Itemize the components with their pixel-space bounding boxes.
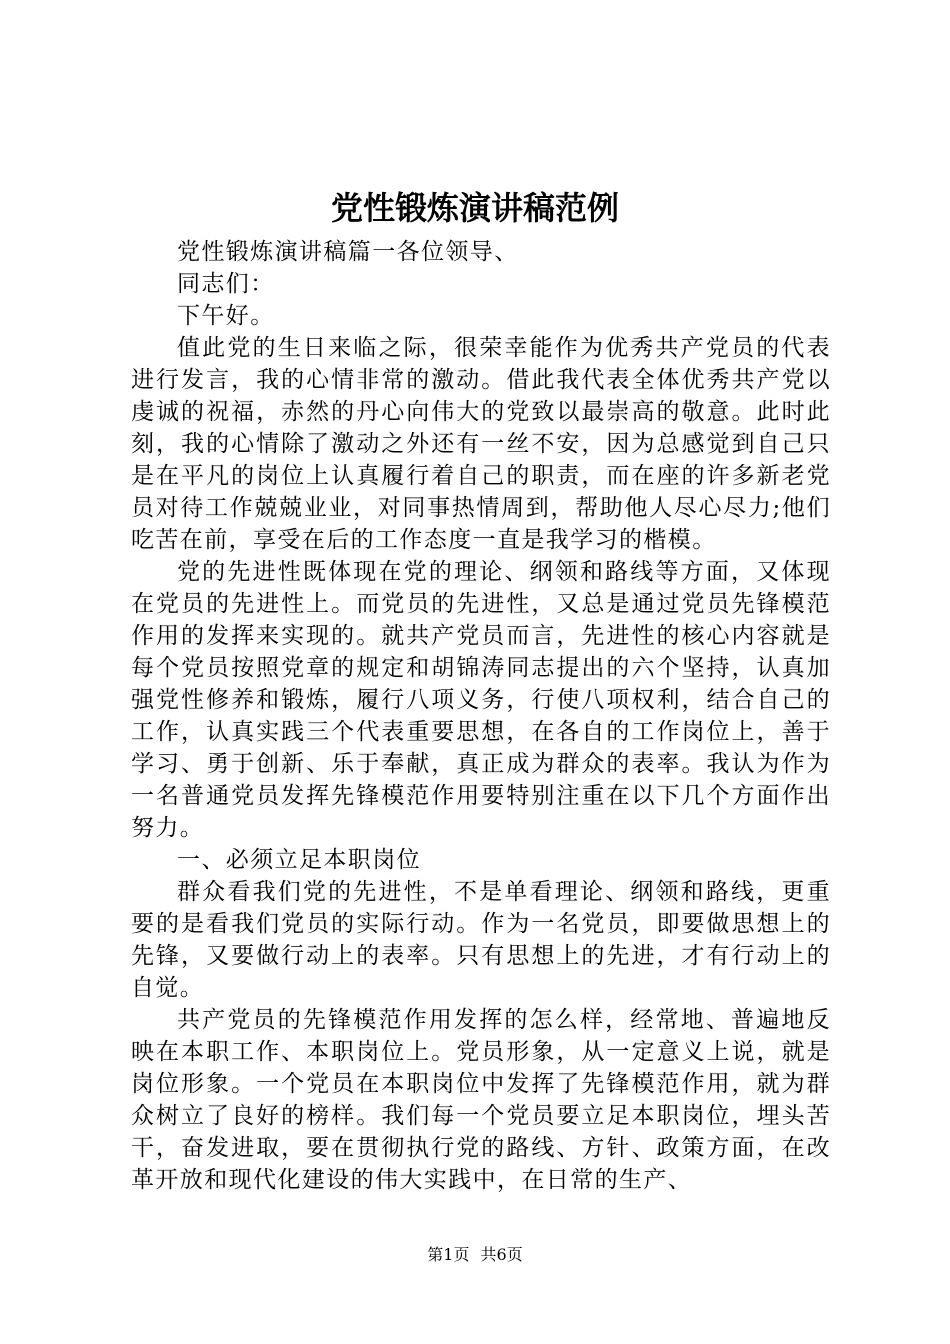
section-heading-1: 一、必须立足本职岗位 xyxy=(177,847,421,873)
paragraph-vanguard: 共产党员的先锋模范作用发挥的怎么样，经常地、普遍地反映在本职工作、本职岗位上。党员形象，从一定意义上说，就是岗位形象。一个党员在本职岗位中发挥了先锋模范作用，就为群众树立了良好的榜样。我们每一个党员要立足本职岗位，埋头苦干，奋发进取，要在贯彻执行党的路线、方针、政策方面，在改革开放和现代化建设的伟大实践中，在日常的生产、 xyxy=(131,1007,831,1193)
paragraph-greeting: 下午好。 xyxy=(177,303,275,329)
paragraph-comrades: 同志们： xyxy=(177,271,275,297)
paragraph-masses: 群众看我们党的先进性，不是单看理论、纲领和路线，更重要的是看我们党员的实际行动。作为一名党员，即要做思想上的先锋，又要做行动上的表率。只有思想上的先进，才有行动上的自觉。 xyxy=(131,879,831,1001)
document-title: 党性锻炼演讲稿范例 xyxy=(330,189,619,227)
page-number: 第1页 xyxy=(427,1245,470,1264)
page-total: 共6页 xyxy=(480,1245,523,1264)
paragraph-advancement: 党的先进性既体现在党的理论、纲领和路线等方面，又体现在党员的先进性上。而党员的先进性，又总是通过党员先锋模范作用的发挥来实现的。就共产党员而言，先进性的核心内容就是每个党员按照党章的规定和胡锦涛同志提出的六个坚持，认真加强党性修养和锻炼，履行八项义务，行使八项权利，结合自己的工作，认真实践三个代表重要思想，在各自的工作岗位上，善于学习、勇于创新、乐于奉献，真正成为群众的表率。我认为作为一名普通党员发挥先锋模范作用要特别注重在以下几个方面作出努力。 xyxy=(131,559,831,841)
paragraph-opening: 值此党的生日来临之际，很荣幸能作为优秀共产党员的代表进行发言，我的心情非常的激动。借此我代表全体优秀共产党以虔诚的祝福，赤然的丹心向伟大的党致以最崇高的敬意。此时此刻，我的心情除了激动之外还有一丝不安，因为总感觉到自己只是在平凡的岗位上认真履行着自己的职责，而在座的许多新老党员对待工作兢兢业业，对同事热情周到，帮助他人尽心尽力;他们吃苦在前，享受在后的工作态度一直是我学习的楷模。 xyxy=(131,335,831,553)
paragraph-salutation: 党性锻炼演讲稿篇一各位领导、 xyxy=(177,239,519,265)
page-footer xyxy=(0,1244,950,1266)
document-body xyxy=(131,236,831,1196)
